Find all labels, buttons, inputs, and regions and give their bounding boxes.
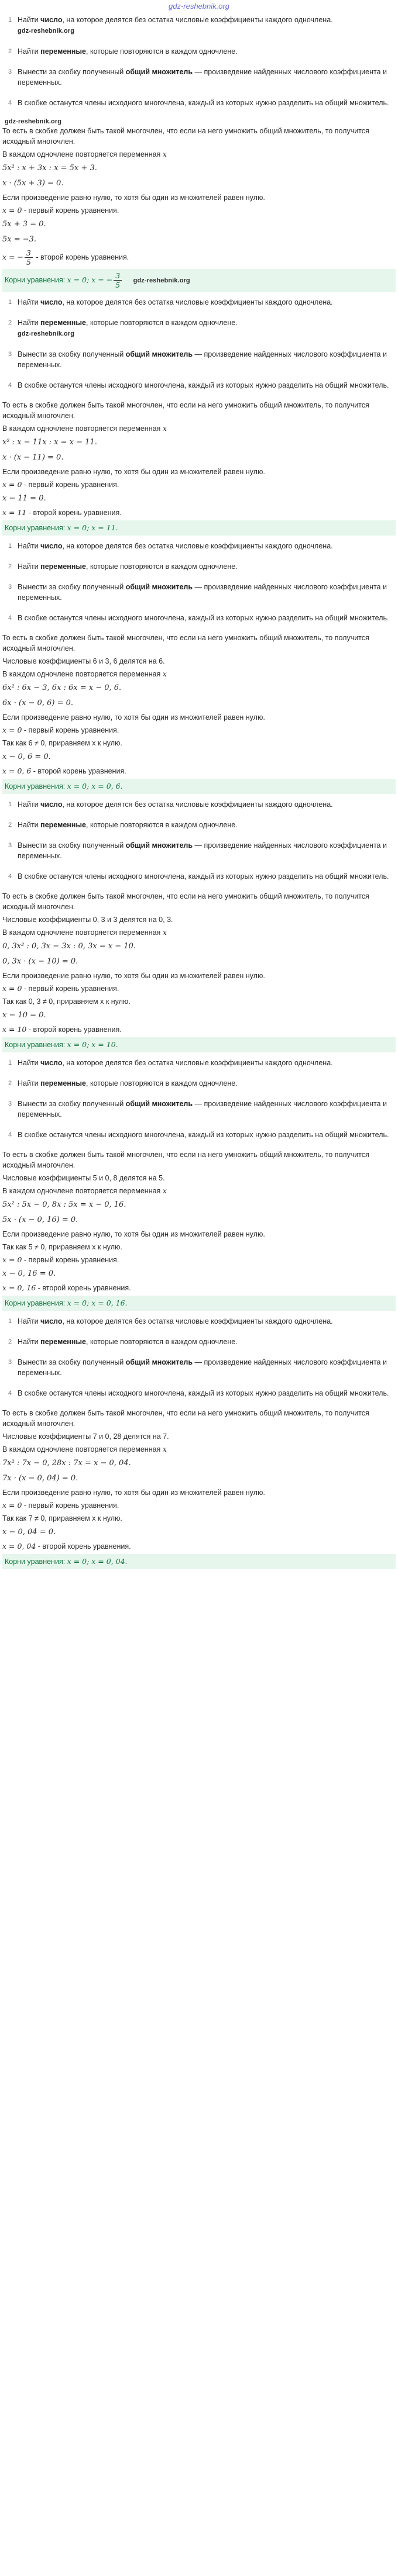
watermark: gdz-reshebnik.org: [133, 277, 190, 284]
watermark: gdz-reshebnik.org: [18, 27, 75, 34]
equation: x − 0, 6 = 0.: [2, 752, 51, 761]
equation: 5x² : x + 3x : x = 5x + 3.: [2, 164, 97, 172]
root-line: x = 0 - первый корень уравнения.: [2, 206, 119, 215]
rule-3: Вынести за скобку полученный общий множитель — произведение найденных числового коэффициента и переменных.: [18, 583, 387, 602]
var-line: В каждом одночлене повторяется переменная x: [2, 1186, 167, 1195]
coef-line: Числовые коэффициенты 5 и 0, 8 делятся на 5.: [2, 1174, 165, 1182]
root-line: x = 10 - второй корень уравнения.: [2, 1025, 122, 1034]
solution-3: [2, 539, 396, 794]
rule-1: Найти число, на которое делятся без остатка числовые коэффициенты каждого одночлена.: [18, 298, 333, 306]
answer: Корни уравнения: x = 0; x = 0, 6.: [2, 779, 396, 794]
rule-3: Вынести за скобку полученный общий множитель — произведение найденных числового коэффициента и переменных.: [18, 1358, 387, 1377]
rule-4: В скобке останутся члены исходного многочлена, каждый из которых нужно разделить на общий множитель.: [18, 381, 389, 389]
rule-text: Если произведение равно нулю, то хотя бы один из множителей равен нулю.: [2, 713, 265, 721]
explanation: То есть в скобке должен быть такой многочлен, что если на него умножить общий множитель, то получится исходный многочлен.: [2, 892, 369, 911]
solution-1: [2, 13, 396, 292]
rule-3: Вынести за скобку полученный общий множитель — произведение найденных числового коэффициента и переменных.: [18, 1100, 387, 1118]
coef-line: Числовые коэффициенты 7 и 0, 28 делятся на 7.: [2, 1432, 169, 1441]
equation: 7x² : 7x − 0, 28x : 7x = x − 0, 04.: [2, 1459, 131, 1467]
root-line: x = 0, 16 - второй корень уравнения.: [2, 1283, 131, 1292]
var-line: В каждом одночлене повторяется переменная x: [2, 669, 167, 678]
explanation: То есть в скобке должен быть такой многочлен, что если на него умножить общий множитель, то получится исходный многочлен.: [2, 401, 369, 420]
nonzero-line: Так как 5 ≠ 0, приравняем x к нулю.: [2, 1243, 122, 1251]
rule-2: Найти переменные, которые повторяются в каждом одночлене.: [18, 821, 238, 829]
explanation: То есть в скобке должен быть такой многочлен, что если на него умножить общий множитель, то получится исходный многочлен.: [2, 1409, 369, 1428]
var-line: В каждом одночлене повторяется переменная x: [2, 928, 167, 937]
equation: 6x · (x − 0, 6) = 0.: [2, 699, 73, 707]
solution-2: [2, 295, 396, 536]
rule-text: Если произведение равно нулю, то хотя бы один из множителей равен нулю.: [2, 194, 265, 202]
root-line: x = 0, 6 - второй корень уравнения.: [2, 766, 126, 775]
equation: 0, 3x · (x − 10) = 0.: [2, 957, 78, 966]
rules-list: [2, 539, 396, 631]
equation: x − 11 = 0.: [2, 494, 46, 503]
rule-text: Если произведение равно нулю, то хотя бы один из множителей равен нулю.: [2, 1489, 265, 1497]
rule-4: В скобке останутся члены исходного многочлена, каждый из которых нужно разделить на общий множитель.: [18, 1131, 389, 1139]
answer: Корни уравнения: x = 0; x = 0, 16.: [2, 1296, 396, 1311]
equation: x · (5x + 3) = 0.: [2, 179, 64, 188]
equation: 5x · (x − 0, 16) = 0.: [2, 1216, 78, 1224]
rule-4: В скобке останутся члены исходного многочлена, каждый из которых нужно разделить на общий множитель.: [18, 99, 389, 107]
rule-text: Если произведение равно нулю, то хотя бы один из множителей равен нулю.: [2, 972, 265, 980]
var-line: В каждом одночлене повторяется переменная x: [2, 424, 167, 433]
answer: Корни уравнения: x = 0; x = 0, 04.: [2, 1554, 396, 1569]
rules-list: [2, 13, 396, 116]
root-line: x = 11 - второй корень уравнения.: [2, 508, 122, 517]
rule-2: Найти переменные, которые повторяются в каждом одночлене.: [18, 1079, 238, 1087]
solution-4: [2, 797, 396, 1052]
rule-text: Если произведение равно нулю, то хотя бы один из множителей равен нулю.: [2, 468, 265, 476]
root-line: x = − $\frac{3}{5}$ - второй корень уравнения.: [2, 248, 129, 267]
equation: 5x + 3 = 0.: [2, 220, 46, 229]
rule-text: Если произведение равно нулю, то хотя бы один из множителей равен нулю.: [2, 1230, 265, 1238]
rule-2: Найти переменные, которые повторяются в каждом одночлене.: [18, 47, 238, 56]
root-line: x = 0 - первый корень уравнения.: [2, 1501, 119, 1510]
coef-line: Числовые коэффициенты 0, 3 и 3 делятся на 0, 3.: [2, 916, 173, 924]
explanation: То есть в скобке должен быть такой многочлен, что если на него умножить общий множитель, то получится исходный многочлен.: [2, 127, 369, 146]
equation: x · (x − 11) = 0.: [2, 453, 64, 462]
answer: Корни уравнения: x = 0; x = − $\frac{3}{5}$ gdz-reshebnik.org: [2, 269, 396, 292]
rule-1: Найти число, на которое делятся без остатка числовые коэффициенты каждого одночлена.: [18, 800, 333, 809]
rule-1: Найти число, на которое делятся без остатка числовые коэффициенты каждого одночлена. gdz-reshebnik.org: [18, 16, 333, 34]
explanation: То есть в скобке должен быть такой многочлен, что если на него умножить общий множитель, то получится исходный многочлен.: [2, 1151, 369, 1169]
rules-list: [2, 1314, 396, 1407]
watermark: gdz-reshebnik.org: [5, 118, 62, 125]
nonzero-line: Так как 6 ≠ 0, приравняем x к нулю.: [2, 739, 122, 747]
equation: 7x · (x − 0, 04) = 0.: [2, 1474, 78, 1483]
nonzero-line: Так как 7 ≠ 0, приравняем x к нулю.: [2, 1514, 122, 1522]
rule-1: Найти число, на которое делятся без остатка числовые коэффициенты каждого одночлена.: [18, 1317, 333, 1325]
equation: x² : x − 11x : x = x − 11.: [2, 438, 97, 447]
root-line: x = 0 - первый корень уравнения.: [2, 480, 119, 489]
rule-3: Вынести за скобку полученный общий множитель — произведение найденных числового коэффициента и переменных.: [18, 841, 387, 860]
rule-3: Вынести за скобку полученный общий множитель — произведение найденных числового коэффициента и переменных.: [18, 350, 387, 369]
rules-list: [2, 295, 396, 399]
root-line: x = 0 - первый корень уравнения.: [2, 1255, 119, 1264]
root-line: x = 0, 04 - второй корень уравнения.: [2, 1542, 131, 1551]
var-line: В каждом одночлене повторяется переменная x: [2, 150, 167, 158]
coef-line: Числовые коэффициенты 6 и 3, 6 делятся на 6.: [2, 657, 165, 665]
rule-3: Вынести за скобку полученный общий множитель — произведение найденных числового коэффициента и переменных.: [18, 68, 387, 87]
equation: 5x² : 5x − 0, 8x : 5x = x − 0, 16.: [2, 1200, 126, 1209]
equation: x − 0, 04 = 0.: [2, 1528, 56, 1536]
rule-1: Найти число, на которое делятся без остатка числовые коэффициенты каждого одночлена.: [18, 1059, 333, 1067]
rules-list: [2, 1056, 396, 1148]
answer: Корни уравнения: x = 0; x = 11.: [2, 520, 396, 536]
rule-4: В скобке останутся члены исходного многочлена, каждый из которых нужно разделить на общий множитель.: [18, 872, 389, 880]
solution-6: [2, 1314, 396, 1569]
site-header[interactable]: gdz-reshebnik.org: [168, 2, 230, 11]
root-line: x = 0 - первый корень уравнения.: [2, 726, 119, 734]
solution-5: [2, 1056, 396, 1311]
equation: 6x² : 6x − 3, 6x : 6x = x − 0, 6.: [2, 683, 122, 692]
rules-list: [2, 797, 396, 890]
rule-2: Найти переменные, которые повторяются в каждом одночлене.: [18, 562, 238, 571]
rule-4: В скобке останутся члены исходного многочлена, каждый из которых нужно разделить на общий множитель.: [18, 614, 389, 622]
rule-2: Найти переменные, которые повторяются в каждом одночлене. gdz-reshebnik.org: [18, 319, 238, 337]
root-line: x = 0 - первый корень уравнения.: [2, 984, 119, 993]
var-line: В каждом одночлене повторяется переменная x: [2, 1445, 167, 1453]
watermark: gdz-reshebnik.org: [18, 330, 75, 337]
rule-4: В скобке останутся члены исходного многочлена, каждый из которых нужно разделить на общий множитель.: [18, 1389, 389, 1397]
equation: 5x = −3.: [2, 235, 37, 244]
rule-2: Найти переменные, которые повторяются в каждом одночлене.: [18, 1338, 238, 1346]
answer: Корни уравнения: x = 0; x = 10.: [2, 1037, 396, 1052]
explanation: То есть в скобке должен быть такой многочлен, что если на него умножить общий множитель, то получится исходный многочлен.: [2, 634, 369, 652]
equation: x − 10 = 0.: [2, 1011, 46, 1020]
nonzero-line: Так как 0, 3 ≠ 0, приравняем x к нулю.: [2, 997, 131, 1006]
equation: 0, 3x² : 0, 3x − 3x : 0, 3x = x − 10.: [2, 942, 136, 951]
equation: x − 0, 16 = 0.: [2, 1269, 56, 1278]
rule-1: Найти число, на которое делятся без остатка числовые коэффициенты каждого одночлена.: [18, 542, 333, 550]
